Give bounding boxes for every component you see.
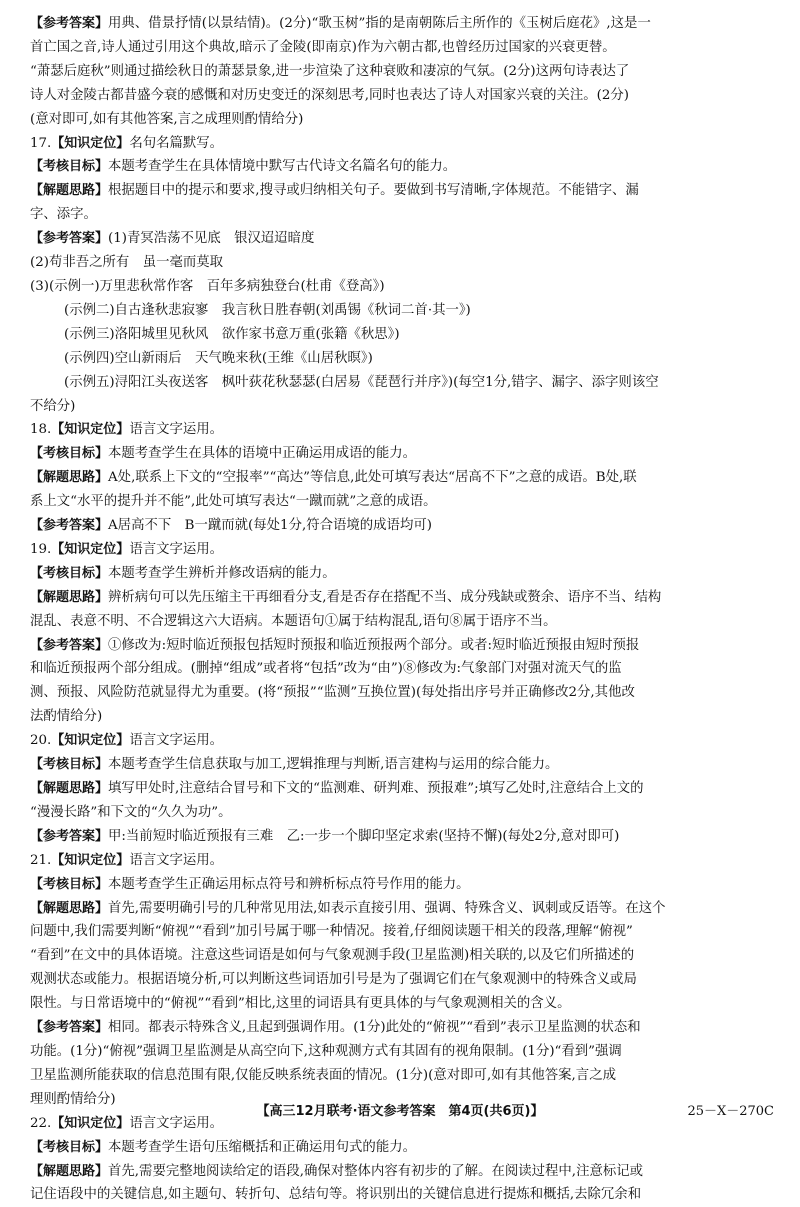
line-text: 用典、借景抒情(以景结情)。(2分)“歌玉树”指的是南朝陈后主所作的《玉树后庭花》,这是一 (108, 16, 651, 31)
text-line (30, 705, 778, 729)
line-text: 测、预报、风险防范就显得尤为重要。(将“预报”“监测”互换位置)(每处指出序号并正确修改2分,其他改 (30, 685, 635, 701)
section-tag: 【考核目标】 (30, 565, 109, 581)
text-line (30, 203, 778, 227)
text-line (30, 562, 778, 586)
line-text: “萧瑟后庭秋”则通过描绘秋日的萧瑟景象,进一步渲染了这种衰败和凄凉的气氛。(2分)这两句诗表达了 (30, 63, 630, 79)
section-tag: 【知识定位】 (51, 422, 130, 438)
section-tag: 【知识定位】 (51, 1115, 130, 1131)
line-text: ①修改为:短时临近预报包括短时预报和临近预报两个部分。或者:短时临近预报由短时预报 (108, 637, 640, 653)
text-line (30, 132, 778, 156)
line-text: 不给分) (30, 398, 76, 414)
text-line (30, 968, 778, 992)
footer-title: 【高三12月联考·语文参考答案 第4页(共6页)】 (256, 1104, 544, 1119)
section-tag: 【参考答案】 (30, 231, 109, 247)
section-tag: 【参考答案】 (30, 828, 109, 844)
line-text: 诗人对金陵古都昔盛今衰的感慨和对历史变迁的深刻思考,同时也表达了诗人对国家兴衰的关注。(2分) (30, 87, 630, 103)
text-line (30, 179, 778, 203)
text-line (30, 610, 778, 634)
line-text: 和临近预报两个部分组成。(删掉“组成”或者将“包括”改为“由”)⑧修改为:气象部门对强对流天气的监 (30, 661, 622, 677)
line-text: 根据题目中的提示和要求,搜寻或归纳相关句子。要做到书写清晰,字体规范。不能错字、漏 (108, 183, 639, 199)
text-line (30, 538, 778, 562)
section-q21 (30, 849, 778, 1112)
section-tag: 【考核目标】 (30, 1139, 109, 1155)
text-line (30, 777, 778, 801)
text-line (30, 729, 778, 753)
text-line (30, 60, 778, 84)
text-line (30, 275, 778, 299)
line-text: 首先,需要明确引号的几种常见用法,如表示直接引用、强调、特殊含义、讽刺或反语等。在这个 (108, 900, 666, 916)
line-text: A居高不下 B一蹴而就(每处1分,符合语境的成语均可) (108, 518, 432, 534)
section-tag: 【解题思路】 (30, 1163, 109, 1179)
text-line (30, 347, 778, 371)
line-text: 法酌情给分) (30, 709, 103, 725)
line-text: (3)(示例一)万里悲秋常作客 百年多病独登台(杜甫《登高》) (30, 278, 385, 294)
line-text: (意对即可,如有其他答案,言之成理则酌情给分) (30, 111, 304, 127)
text-line (30, 897, 778, 921)
text-line (30, 1136, 778, 1160)
line-text: 首先,需要完整地阅读给定的语段,确保对整体内容有初步的了解。在阅读过程中,注意标记或 (108, 1163, 644, 1179)
line-text: 名句名篇默写。 (129, 135, 224, 151)
question-number: 20. (30, 733, 52, 749)
section-q17 (30, 132, 778, 419)
line-text: 限性。与日常语境中的“俯视”“看到”相比,这里的词语具有更具体的与气象观测相关的含义。 (30, 996, 571, 1012)
section-tag: 【解题思路】 (30, 589, 109, 605)
section-tag: 【参考答案】 (30, 16, 109, 31)
line-text: 本题考查学生在具体的语境中正确运用成语的能力。 (108, 446, 416, 462)
line-text: 语言文字运用。 (129, 1115, 224, 1131)
line-text: (示例四)空山新雨后 天气晚来秋(王维《山居秋暝》) (64, 350, 373, 366)
text-line (30, 1160, 778, 1184)
text-line (30, 1016, 778, 1040)
line-text: 理则酌情给分) (30, 1091, 116, 1107)
text-line (30, 299, 778, 323)
line-text: 本题考查学生信息获取与加工,逻辑推理与判断,语言建构与运用的综合能力。 (108, 757, 559, 773)
text-line (30, 657, 778, 681)
line-text: 卫星监测所能获取的信息范围有限,仅能反映系统表面的情况。(1分)(意对即可,如有其他答案,言之成 (30, 1067, 616, 1083)
text-line (30, 873, 778, 897)
line-text: 语言文字运用。 (129, 541, 224, 557)
page-footer (0, 1100, 800, 1124)
line-text: 本题考查学生正确运用标点符号和辨析标点符号作用的能力。 (108, 876, 470, 892)
line-text: 首亡国之音,诗人通过引用这个典故,暗示了金陵(即南京)作为六朝古都,也曾经历过国家的兴衰更替。 (30, 39, 616, 55)
text-line (30, 634, 778, 658)
question-number: 18. (30, 422, 52, 438)
question-number: 21. (30, 852, 52, 868)
section-tag: 【知识定位】 (51, 135, 130, 151)
section-tag: 【知识定位】 (51, 852, 130, 868)
line-text: 语言文字运用。 (129, 733, 224, 749)
line-text: 相同。都表示特殊含义,且起到强调作用。(1分)此处的“俯视”“看到”表示卫星监测的状态和 (108, 1020, 641, 1036)
text-line (30, 1064, 778, 1088)
text-line (30, 514, 778, 538)
text-line (30, 371, 778, 395)
text-line (30, 418, 778, 442)
text-line (30, 323, 778, 347)
section-tag: 【解题思路】 (30, 470, 109, 486)
text-line (30, 753, 778, 777)
section-tag: 【解题思路】 (30, 900, 109, 916)
line-text: (2)苟非吾之所有 虽一毫而莫取 (30, 255, 224, 271)
text-line (30, 108, 778, 132)
text-line (30, 466, 778, 490)
section-tag: 【参考答案】 (30, 518, 109, 534)
line-text: 功能。(1分)“俯视”强调卫星监测是从高空向下,这种观测方式有其固有的视角限制。(1分)“看到”强调 (30, 1043, 622, 1059)
text-line (30, 944, 778, 968)
text-line (30, 920, 778, 944)
section-q18 (30, 418, 778, 538)
page-content (30, 12, 778, 1207)
line-text: 语言文字运用。 (129, 422, 224, 438)
section-tag: 【参考答案】 (30, 637, 109, 653)
line-text: 语言文字运用。 (129, 852, 224, 868)
section-q22 (30, 1112, 778, 1207)
text-line (30, 251, 778, 275)
text-line (30, 490, 778, 514)
section-tag: 【参考答案】 (30, 1020, 109, 1036)
line-text: 混乱、表意不明、不合逻辑这六大语病。本题语句①属于结构混乱,语句⑧属于语序不当。 (30, 613, 557, 629)
line-text: (示例二)自古逢秋悲寂寥 我言秋日胜春朝(刘禹锡《秋词二首·其一》) (64, 302, 471, 318)
line-text: 本题考查学生语句压缩概括和正确运用句式的能力。 (108, 1139, 416, 1155)
text-line (30, 442, 778, 466)
text-line (30, 395, 778, 419)
section-tag: 【知识定位】 (51, 541, 130, 557)
section-tag: 【考核目标】 (30, 446, 109, 462)
line-text: A处,联系上下文的“空报率”“高达”等信息,此处可填写表达“居高不下”之意的成语。B处,联 (108, 470, 637, 486)
section-tag: 【考核目标】 (30, 876, 109, 892)
text-line (30, 1040, 778, 1064)
section-tag: 【解题思路】 (30, 183, 109, 199)
section-tag: 【知识定位】 (51, 733, 130, 749)
section-tag: 【考核目标】 (30, 757, 109, 773)
text-line (30, 84, 778, 108)
text-line (30, 801, 778, 825)
line-text: 填写甲处时,注意结合冒号和下文的“监测难、研判难、预报难”;填写乙处时,注意结合上文的 (108, 781, 644, 796)
text-line (30, 1183, 778, 1207)
line-text: 观测状态或能力。根据语境分析,可以判断这些词语加引号是为了强调它们在气象观测中的特殊含义或局 (30, 972, 637, 988)
line-text: 系上文“水平的提升并不能”,此处可填写表达“一蹴而就”之意的成语。 (30, 494, 437, 510)
section-q19 (30, 538, 778, 729)
section-q16-answer (30, 12, 778, 132)
line-text: 辨析病句可以先压缩主干再细看分支,看是否存在搭配不当、成分残缺或赘余、语序不当、结构 (108, 589, 662, 605)
line-text: 字、添字。 (30, 207, 97, 223)
line-text: 甲:当前短时临近预报有三难 乙:一步一个脚印坚定求索(坚持不懈)(每处2分,意对即可) (108, 828, 620, 844)
line-text: (1)青冥浩荡不见底 银汉迢迢暗度 (108, 231, 315, 247)
line-text: 记住语段中的关键信息,如主题句、转折句、总结句等。将识别出的关键信息进行提炼和概括,去除冗余和 (30, 1187, 642, 1203)
question-number: 22. (30, 1115, 52, 1131)
text-line (30, 586, 778, 610)
line-text: 问题中,我们需要判断“俯视”“看到”加引号属于哪一种情况。接着,仔细阅读题干相关的段落,理解“俯视” (30, 924, 633, 940)
text-line (30, 227, 778, 251)
line-text: 本题考查学生在具体情境中默写古代诗文名篇名句的能力。 (108, 159, 457, 175)
text-line (30, 155, 778, 179)
text-line (30, 36, 778, 60)
text-line (30, 12, 778, 36)
line-text: “漫漫长路”和下文的“久久为功”。 (30, 804, 232, 820)
text-line (30, 849, 778, 873)
section-tag: 【考核目标】 (30, 159, 109, 175)
text-line (30, 825, 778, 849)
question-number: 19. (30, 541, 52, 557)
section-tag: 【解题思路】 (30, 781, 109, 796)
question-number: 17. (30, 135, 52, 151)
section-q20 (30, 729, 778, 849)
text-line (30, 992, 778, 1016)
line-text: (示例五)浔阳江头夜送客 枫叶荻花秋瑟瑟(白居易《琵琶行并序》)(每空1分,错字、漏字、添字则该空 (64, 374, 659, 390)
footer-code: 25－X－270C (687, 1104, 774, 1119)
line-text: 本题考查学生辨析并修改语病的能力。 (108, 565, 336, 581)
text-line (30, 681, 778, 705)
line-text: “看到”在文中的具体语境。注意这些词语是如何与气象观测手段(卫星监测)相关联的,以及它们所描述的 (30, 948, 635, 964)
line-text: (示例三)洛阳城里见秋风 欲作家书意万重(张籍《秋思》) (64, 326, 400, 342)
